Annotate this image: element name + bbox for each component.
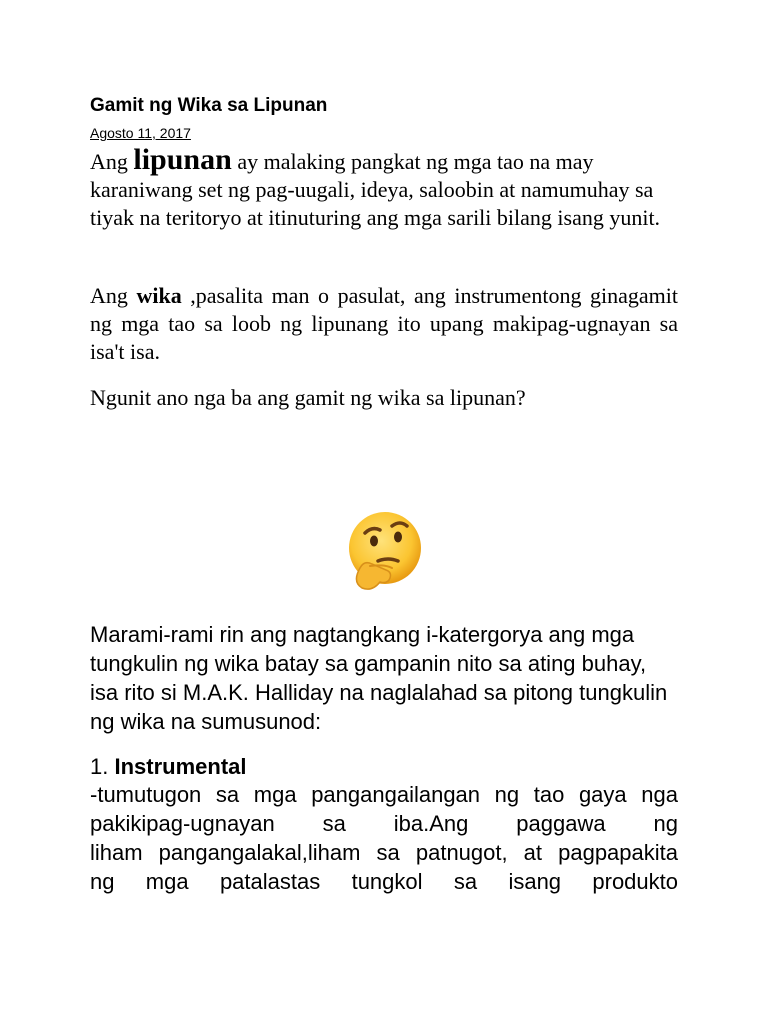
- item-label: Instrumental: [114, 754, 247, 779]
- text-line: tungkulin ng wika batay sa gampanin nito sa ating buhay,: [90, 651, 647, 676]
- instrumental-description: [90, 780, 678, 896]
- paragraph-wika: [90, 282, 678, 366]
- text-line: Marami-rami rin ang nagtangkang i-katergorya ang mga: [90, 622, 635, 647]
- paragraph-prefix: Ang: [90, 149, 134, 174]
- article-date-link[interactable]: Agosto 11, 2017: [90, 125, 191, 141]
- text-line: ng wika na sumusunod:: [90, 709, 322, 734]
- text-line: isa rito si M.A.K. Halliday na naglalahad sa pitong tungkulin: [90, 680, 668, 705]
- text-line: pakikipag-ugnayan sa iba.Ang paggawa ng: [90, 811, 678, 836]
- keyword-lipunan: lipunan: [133, 143, 232, 176]
- text-line: liham pangangalakal,liham sa patnugot, at pagpapakita: [90, 840, 678, 865]
- article-title: Gamit ng Wika sa Lipunan: [90, 95, 328, 116]
- paragraph-lipunan: [90, 143, 678, 232]
- keyword-wika: wika: [136, 283, 182, 308]
- halliday-paragraph: [90, 620, 678, 736]
- text-line: -tumutugon sa mga pangangailangan ng tao gaya nga: [90, 782, 678, 807]
- item-number: 1.: [90, 754, 115, 779]
- paragraph-prefix: Ang: [90, 283, 137, 308]
- item-heading-instrumental: [90, 752, 247, 781]
- question-paragraph: Ngunit ano nga ba ang gamit ng wika sa lipunan?: [90, 385, 526, 410]
- text-line: ng mga patalastas tungkol sa isang produkto: [90, 869, 678, 894]
- paragraph-text: ay malaking pangkat ng mga tao na may karaniwang set ng pag-uugali, ideya, saloobin at namumuhay sa tiyak na teritoryo at itinuturing ang mga sarili bilang isang yunit.: [90, 149, 661, 230]
- paragraph-text: ,pasalita man o pasulat, ang instrumentong ginagamit ng mga tao sa loob ng lipunang ito upang makipag-ugnayan sa isa't isa.: [90, 283, 678, 364]
- thinking-face-icon: [340, 506, 430, 596]
